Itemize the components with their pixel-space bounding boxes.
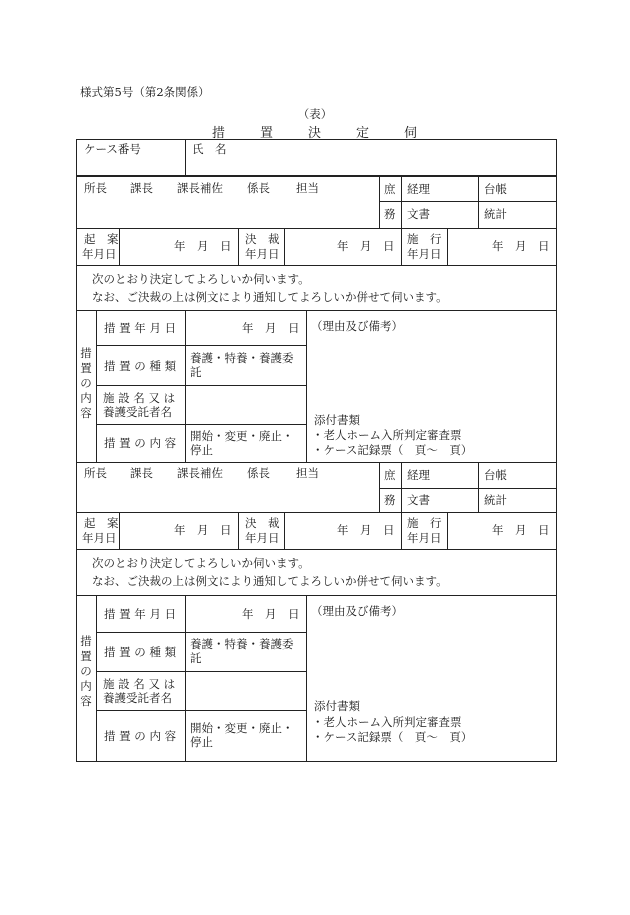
- attachment-item-1: ・老人ホーム入所判定審査票: [312, 428, 462, 442]
- title-char: 置: [259, 126, 274, 141]
- approval-title-deputy-chief: 課長補佐: [177, 181, 223, 195]
- measure-content-options[interactable]: 開始・変更・廃止・停止: [190, 721, 294, 749]
- statement-line-2: なお、ご決裁の上は例文により通知してよろしいか併せて伺います。: [92, 574, 448, 588]
- measure-type-label: 措 置 の 種 類: [104, 359, 177, 373]
- draft-date-label-top: 起 案: [84, 232, 119, 246]
- general-affairs-bottom: 務: [384, 207, 396, 221]
- shomu-tokei: 統計: [484, 207, 507, 221]
- attachments-label: 添付書類: [314, 699, 360, 713]
- decision-date-label-top: 決 裁: [245, 232, 280, 246]
- general-affairs-bottom: 務: [384, 493, 396, 507]
- attachment-item-2: ・ケース記録票（ 頁～ 頁）: [312, 443, 473, 457]
- remarks-label: （理由及び備考）: [311, 604, 403, 618]
- approval-title-subsection-chief: 係長: [247, 181, 270, 195]
- measures-section-label: 措置の内容: [80, 346, 92, 420]
- measure-type-label: 措 置 の 種 類: [104, 645, 177, 659]
- case-number-label: ケース番号: [84, 142, 141, 156]
- approval-title-section-chief: 課長: [130, 466, 153, 480]
- measure-date-value[interactable]: 年 月 日: [242, 607, 300, 621]
- shomu-daicho: 台帳: [484, 182, 507, 196]
- facility-name-field[interactable]: [190, 389, 302, 421]
- decision-date-label-bottom: 年月日: [245, 247, 280, 261]
- facility-name-label: 施 設 名 又 は 養護受託者名: [103, 391, 176, 419]
- attachment-item-2: ・ケース記録票（ 頁～ 頁）: [312, 730, 473, 744]
- decision-date-value[interactable]: 年 月 日: [337, 239, 395, 253]
- title-char: 定: [356, 126, 371, 141]
- form-number-label: 様式第5号（第2条関係）: [80, 85, 210, 99]
- approval-title-deputy-chief: 課長補佐: [177, 466, 223, 480]
- shomu-daicho: 台帳: [484, 468, 507, 482]
- remarks-field[interactable]: [312, 621, 552, 691]
- shomu-tokei: 統計: [484, 493, 507, 507]
- measure-type-options[interactable]: 養護・特養・養護委託: [190, 351, 294, 379]
- approval-title-director: 所長: [84, 466, 107, 480]
- measure-content-label: 措 置 の 内 容: [104, 729, 177, 743]
- shomu-keiri: 経理: [407, 182, 430, 196]
- approval-title-staff: 担当: [296, 466, 319, 480]
- draft-date-value[interactable]: 年 月 日: [174, 523, 232, 537]
- shomu-bunsho: 文書: [407, 207, 430, 221]
- measure-date-label: 措 置 年 月 日: [104, 607, 177, 621]
- draft-date-label-bottom: 年月日: [82, 531, 117, 545]
- decision-date-label-top: 決 裁: [245, 516, 280, 530]
- shomu-keiri: 経理: [407, 468, 430, 482]
- facility-name-field[interactable]: [190, 675, 302, 707]
- title-char: 措: [211, 126, 226, 141]
- statement-line-1: 次のとおり決定してよろしいか伺います。: [92, 556, 310, 570]
- statement-line-1: 次のとおり決定してよろしいか伺います。: [92, 272, 310, 286]
- approval-title-section-chief: 課長: [130, 181, 153, 195]
- enforcement-date-label-bottom: 年月日: [407, 247, 442, 261]
- name-field[interactable]: [190, 158, 550, 174]
- remarks-field[interactable]: [312, 336, 552, 406]
- draft-date-value[interactable]: 年 月 日: [174, 239, 232, 253]
- enforcement-date-value[interactable]: 年 月 日: [492, 239, 550, 253]
- remarks-label: （理由及び備考）: [311, 319, 403, 333]
- measure-type-options[interactable]: 養護・特養・養護委託: [190, 637, 294, 665]
- draft-date-label-bottom: 年月日: [82, 247, 117, 261]
- statement-line-2: なお、ご決裁の上は例文により通知してよろしいか併せて伺います。: [92, 290, 448, 304]
- decision-date-label-bottom: 年月日: [245, 531, 280, 545]
- attachment-item-1: ・老人ホーム入所判定審査票: [312, 715, 462, 729]
- title-char: 伺: [404, 126, 419, 141]
- name-label: 氏 名: [192, 142, 227, 156]
- measure-content-label: 措 置 の 内 容: [104, 436, 177, 450]
- approval-title-director: 所長: [84, 181, 107, 195]
- title-char: 決: [307, 126, 322, 141]
- front-side-label: （表）: [297, 107, 333, 121]
- measure-date-value[interactable]: 年 月 日: [242, 321, 300, 335]
- enforcement-date-label-top: 施 行: [407, 516, 442, 530]
- enforcement-date-label-top: 施 行: [407, 232, 442, 246]
- measures-section-label: 措置の内容: [80, 634, 92, 708]
- shomu-bunsho: 文書: [407, 493, 430, 507]
- draft-date-label-top: 起 案: [84, 516, 119, 530]
- approval-title-subsection-chief: 係長: [247, 466, 270, 480]
- facility-name-label: 施 設 名 又 は 養護受託者名: [103, 677, 176, 705]
- measure-date-label: 措 置 年 月 日: [104, 321, 177, 335]
- enforcement-date-value[interactable]: 年 月 日: [492, 523, 550, 537]
- case-number-field[interactable]: [80, 158, 180, 174]
- measure-content-options[interactable]: 開始・変更・廃止・停止: [190, 429, 294, 457]
- general-affairs-top: 庶: [384, 468, 396, 482]
- approval-title-staff: 担当: [296, 181, 319, 195]
- attachments-label: 添付書類: [314, 413, 360, 427]
- decision-date-value[interactable]: 年 月 日: [337, 523, 395, 537]
- enforcement-date-label-bottom: 年月日: [407, 531, 442, 545]
- general-affairs-top: 庶: [384, 182, 396, 196]
